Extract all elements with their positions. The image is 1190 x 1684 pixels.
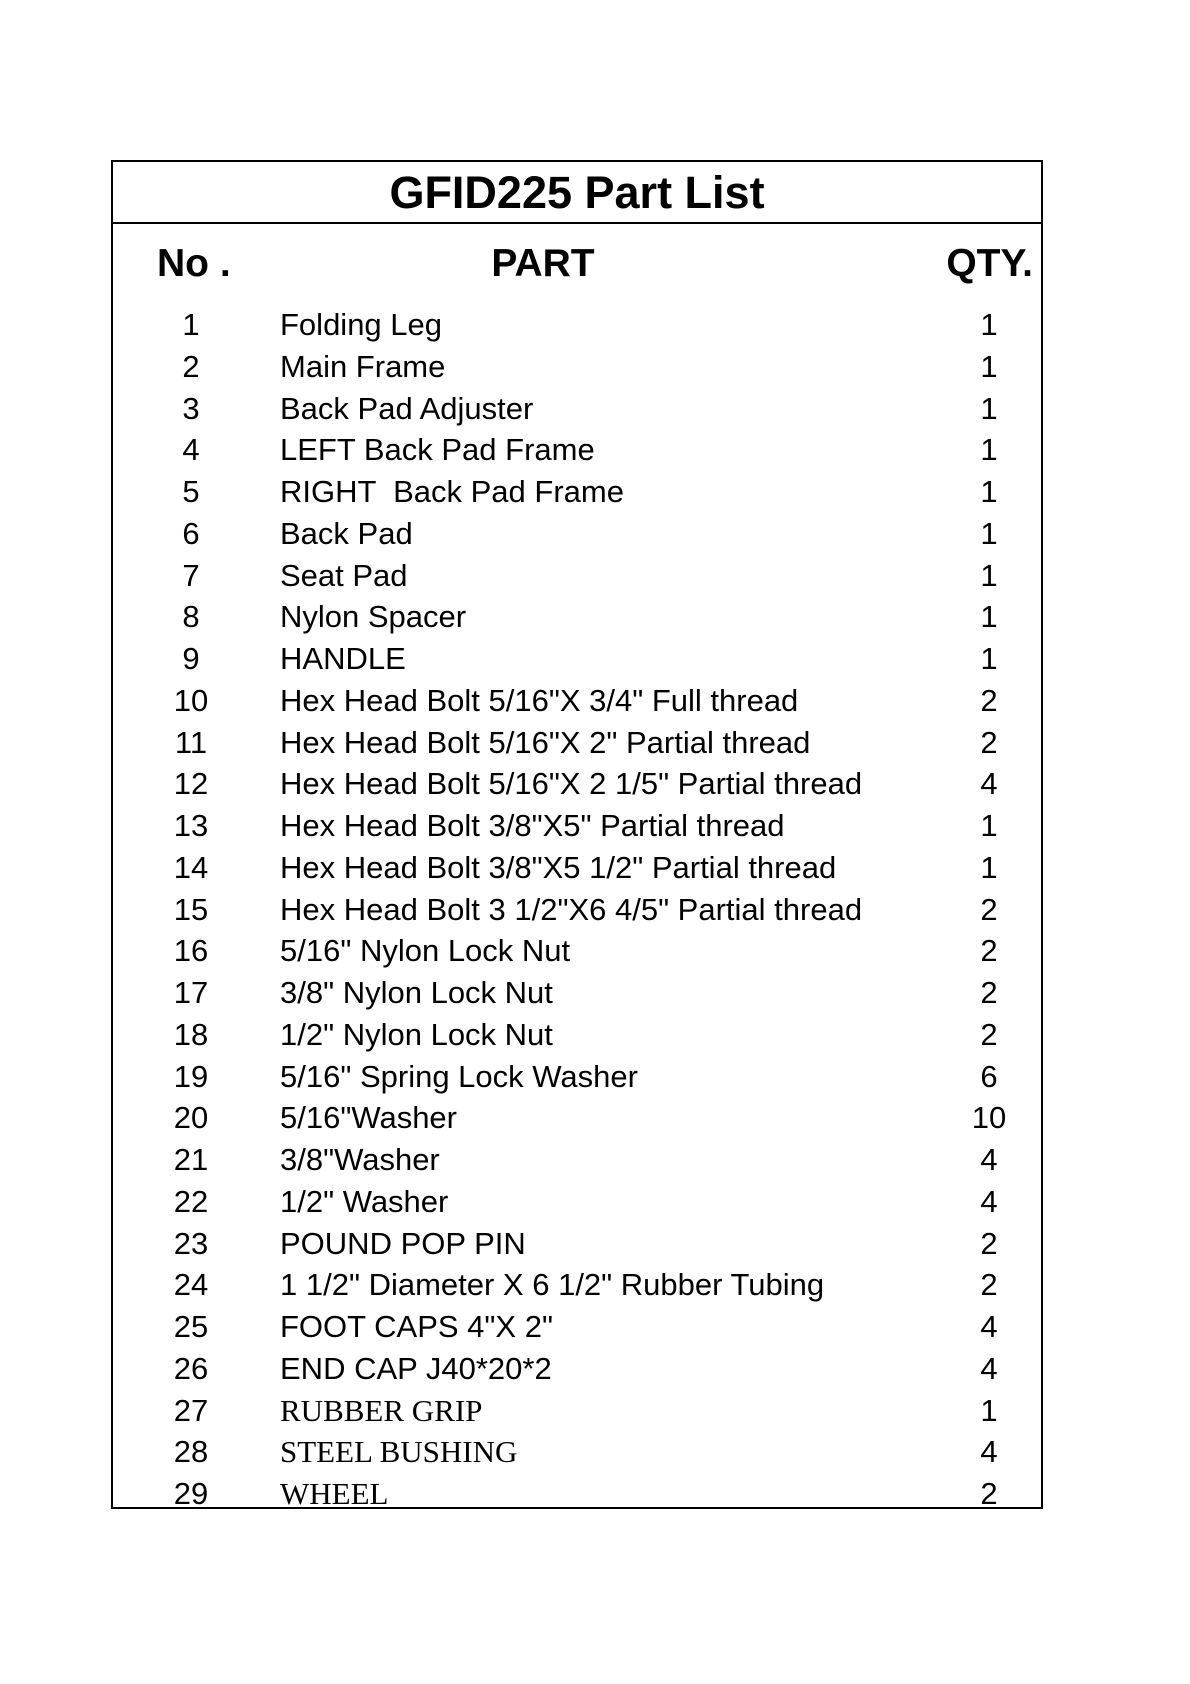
part-quantity: 10 (971, 1100, 1007, 1136)
part-number: 24 (173, 1267, 209, 1303)
table-row (113, 1181, 1041, 1223)
table-header (113, 224, 1041, 304)
part-name: LEFT Back Pad Frame (280, 432, 595, 468)
part-quantity: 2 (980, 724, 998, 760)
part-name: WHEEL (280, 1476, 389, 1511)
table-row (113, 847, 1041, 889)
part-quantity: 2 (980, 1267, 998, 1303)
table-row (113, 1139, 1041, 1181)
part-number: 8 (182, 599, 200, 635)
table-row (113, 972, 1041, 1014)
part-quantity: 2 (980, 933, 998, 969)
table-body (113, 304, 1041, 1515)
table-row (113, 388, 1041, 430)
page-title: GFID225 Part List (113, 162, 1041, 224)
part-number: 11 (174, 724, 208, 760)
part-quantity: 4 (980, 1142, 998, 1177)
part-name: STEEL BUSHING (280, 1434, 518, 1470)
part-number: 1 (182, 307, 200, 342)
part-number: 21 (173, 1142, 209, 1177)
part-quantity: 2 (980, 1016, 998, 1052)
table-row (113, 513, 1041, 555)
part-quantity: 1 (980, 515, 998, 551)
table-row (113, 763, 1041, 805)
part-number: 4 (182, 432, 200, 468)
table-row (113, 930, 1041, 972)
table-row (113, 1097, 1041, 1139)
part-number: 19 (173, 1058, 209, 1094)
part-name: Back Pad (280, 515, 413, 551)
part-name: 3/8" Nylon Lock Nut (280, 975, 553, 1010)
part-quantity: 1 (980, 641, 998, 676)
part-number: 5 (182, 474, 200, 509)
part-name: 3/8"Washer (280, 1142, 440, 1177)
part-number: 17 (173, 975, 209, 1010)
table-row (113, 1390, 1041, 1432)
part-quantity: 6 (980, 1058, 998, 1094)
part-name: Seat Pad (280, 557, 408, 593)
table-row (113, 1223, 1041, 1265)
part-quantity: 1 (980, 557, 998, 593)
part-number: 13 (173, 808, 209, 843)
part-name: Back Pad Adjuster (280, 390, 534, 426)
part-name: Hex Head Bolt 5/16"X 2 1/5" Partial thread (280, 766, 863, 802)
part-name: 5/16" Nylon Lock Nut (280, 933, 571, 969)
table-row (113, 638, 1041, 680)
part-name: RIGHT Back Pad Frame (280, 474, 624, 509)
part-number: 2 (182, 348, 200, 384)
table-row (113, 1014, 1041, 1056)
table-row (113, 1056, 1041, 1098)
part-name: Hex Head Bolt 5/16"X 3/4" Full thread (280, 682, 799, 718)
part-number: 9 (182, 641, 200, 676)
part-quantity: 4 (980, 1434, 998, 1470)
part-number: 14 (173, 849, 209, 885)
part-quantity: 1 (980, 432, 998, 468)
part-quantity: 2 (980, 891, 998, 927)
part-list-table (111, 160, 1043, 1509)
part-name: Main Frame (280, 348, 446, 384)
part-quantity: 1 (980, 390, 998, 426)
part-quantity: 1 (980, 348, 998, 384)
part-name: Folding Leg (280, 307, 443, 342)
part-number: 25 (173, 1309, 209, 1344)
part-number: 16 (173, 933, 209, 969)
part-quantity: 2 (980, 1476, 998, 1511)
table-row (113, 1264, 1041, 1306)
part-name: 1/2" Nylon Lock Nut (280, 1016, 553, 1052)
table-row (113, 1306, 1041, 1348)
part-name: POUND POP PIN (280, 1225, 526, 1261)
part-name: Hex Head Bolt 3 1/2"X6 4/5" Partial thread (280, 891, 863, 927)
table-row (113, 722, 1041, 764)
table-row (113, 346, 1041, 388)
part-number: 29 (173, 1476, 209, 1511)
part-name: 5/16"Washer (280, 1100, 457, 1136)
table-row (113, 680, 1041, 722)
part-number: 26 (173, 1350, 209, 1386)
part-number: 20 (173, 1100, 209, 1136)
part-number: 27 (173, 1392, 209, 1428)
part-number: 3 (182, 390, 200, 426)
table-row (113, 596, 1041, 638)
part-quantity: 1 (980, 849, 998, 885)
part-number: 6 (182, 515, 200, 551)
table-row (113, 471, 1041, 513)
table-row (113, 889, 1041, 931)
part-number: 18 (173, 1016, 209, 1052)
part-name: 5/16" Spring Lock Washer (280, 1058, 638, 1094)
part-quantity: 2 (980, 682, 998, 718)
part-name: HANDLE (280, 641, 406, 676)
part-number: 7 (182, 557, 200, 593)
header-qty: QTY. (946, 242, 1033, 285)
part-quantity: 4 (980, 1309, 998, 1344)
part-name: Nylon Spacer (280, 599, 467, 635)
part-name: Hex Head Bolt 3/8"X5 1/2" Partial thread (280, 849, 837, 885)
part-quantity: 4 (980, 766, 998, 802)
part-number: 23 (173, 1225, 209, 1261)
part-number: 22 (173, 1183, 209, 1219)
part-number: 12 (173, 766, 209, 802)
table-row (113, 429, 1041, 471)
table-row (113, 304, 1041, 346)
header-no: No . (157, 242, 231, 285)
part-quantity: 2 (980, 1225, 998, 1261)
part-name: Hex Head Bolt 3/8"X5" Partial thread (280, 808, 785, 843)
part-quantity: 1 (980, 1392, 998, 1428)
header-part: PART (491, 242, 595, 285)
part-number: 10 (173, 682, 209, 718)
table-row (113, 1473, 1041, 1515)
part-name: Hex Head Bolt 5/16"X 2" Partial thread (280, 724, 811, 760)
part-quantity: 2 (980, 975, 998, 1010)
part-name: 1 1/2" Diameter X 6 1/2" Rubber Tubing (280, 1267, 825, 1303)
part-name: 1/2" Washer (280, 1183, 449, 1219)
part-name: END CAP J40*20*2 (280, 1350, 552, 1386)
part-name: FOOT CAPS 4"X 2" (280, 1309, 553, 1344)
part-quantity: 1 (980, 307, 998, 342)
part-name: RUBBER GRIP (280, 1392, 483, 1428)
part-quantity: 1 (980, 808, 998, 843)
part-quantity: 4 (980, 1350, 998, 1386)
part-quantity: 1 (980, 474, 998, 509)
part-number: 28 (173, 1434, 209, 1470)
part-number: 15 (173, 891, 209, 927)
table-row (113, 805, 1041, 847)
part-quantity: 4 (980, 1183, 998, 1219)
part-quantity: 1 (980, 599, 998, 635)
table-row (113, 555, 1041, 597)
table-row (113, 1431, 1041, 1473)
table-row (113, 1348, 1041, 1390)
